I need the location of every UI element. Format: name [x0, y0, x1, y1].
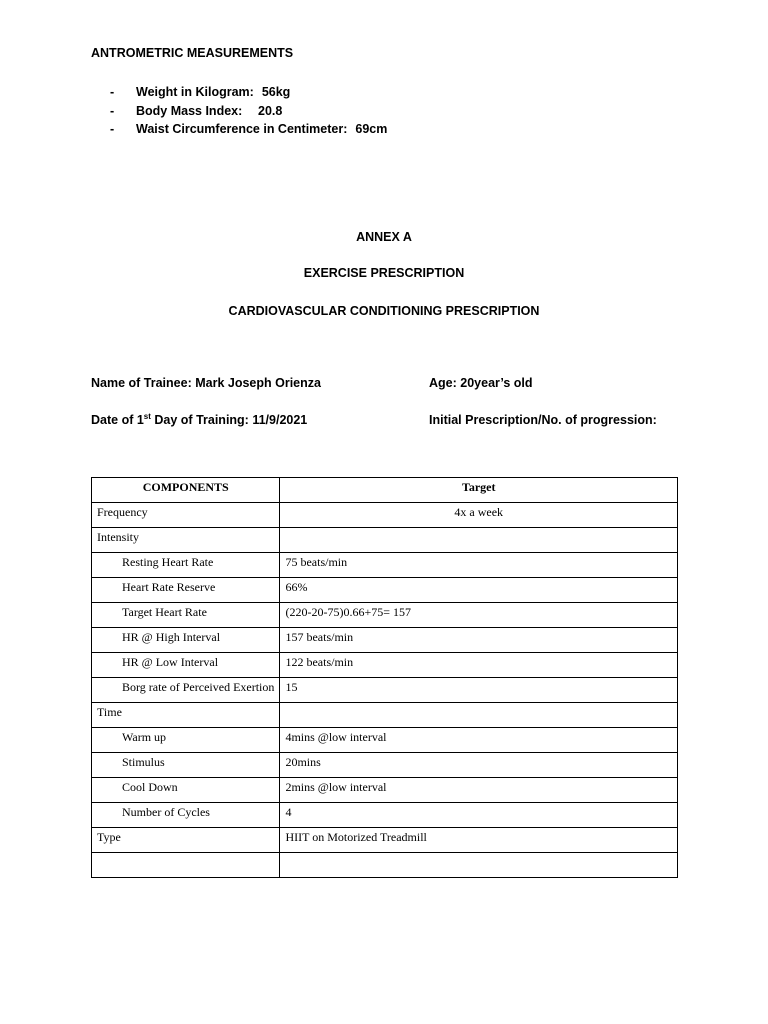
trainee-name-label: Name of Trainee:	[91, 376, 192, 390]
prescription-table	[91, 477, 678, 878]
component-cell: Stimulus	[92, 753, 280, 778]
target-cell: 75 beats/min	[280, 553, 678, 578]
bullet-dash: -	[110, 103, 115, 118]
table-row	[92, 853, 678, 878]
bullet-dash: -	[110, 122, 115, 136]
table-row	[92, 678, 678, 703]
table-row	[92, 503, 678, 528]
weight-value: 56kg	[261, 85, 291, 99]
target-cell: 66%	[280, 578, 678, 603]
section-title: CARDIOVASCULAR CONDITIONING PRESCRIPTION	[228, 304, 540, 318]
table-row	[92, 653, 678, 678]
target-cell	[280, 853, 678, 878]
date-label-prefix: Date of 1	[91, 413, 144, 427]
target-cell: (220-20-75)0.66+75= 157	[280, 603, 678, 628]
component-cell: Time	[92, 703, 280, 728]
component-cell: Borg rate of Perceived Exertion	[92, 678, 280, 703]
target-cell: 4x a week	[280, 503, 678, 528]
component-cell: Intensity	[92, 528, 280, 553]
table-row	[92, 828, 678, 853]
list-item	[110, 102, 387, 121]
trainee-name-value: Mark Joseph Orienza	[195, 376, 321, 390]
age-label: Age:	[429, 376, 457, 390]
target-header: Target	[280, 478, 678, 503]
component-cell: Number of Cycles	[92, 803, 280, 828]
prescription-title: EXERCISE PRESCRIPTION	[303, 266, 465, 280]
date-label-suffix: Day of Training:	[150, 413, 249, 427]
progression-label: Initial Prescription/No. of progression:	[429, 413, 657, 427]
component-cell: Warm up	[92, 728, 280, 753]
target-cell: 4	[280, 803, 678, 828]
weight-label: Weight in Kilogram:	[136, 85, 254, 99]
components-header: COMPONENTS	[92, 478, 280, 503]
component-cell: HR @ High Interval	[92, 628, 280, 653]
anthropometric-heading: ANTROMETRIC MEASUREMENTS	[91, 46, 294, 60]
target-cell: HIIT on Motorized Treadmill	[280, 828, 678, 853]
target-cell: 157 beats/min	[280, 628, 678, 653]
bmi-label: Body Mass Index:	[136, 103, 243, 118]
table-row	[92, 553, 678, 578]
component-cell: Cool Down	[92, 778, 280, 803]
table-row	[92, 728, 678, 753]
component-cell: Type	[92, 828, 280, 853]
bullet-dash: -	[110, 85, 115, 99]
target-cell	[280, 703, 678, 728]
target-cell: 122 beats/min	[280, 653, 678, 678]
target-cell: 4mins @low interval	[280, 728, 678, 753]
table-row	[92, 628, 678, 653]
trainee-name-line	[91, 376, 321, 390]
target-cell: 2mins @low interval	[280, 778, 678, 803]
component-cell: Resting Heart Rate	[92, 553, 280, 578]
table-row	[92, 753, 678, 778]
date-label-sup: st	[143, 411, 151, 421]
component-cell: HR @ Low Interval	[92, 653, 280, 678]
table-row	[92, 703, 678, 728]
list-item	[110, 83, 387, 102]
age-value: 20year’s old	[460, 376, 533, 390]
component-cell	[92, 853, 280, 878]
table-header-row	[92, 478, 678, 503]
annex-title: ANNEX A	[356, 230, 412, 244]
measurement-list	[110, 83, 387, 139]
target-cell	[280, 528, 678, 553]
target-cell: 20mins	[280, 753, 678, 778]
list-item	[110, 120, 387, 139]
table-row	[92, 578, 678, 603]
bmi-value: 20.8	[258, 103, 283, 118]
table-row	[92, 603, 678, 628]
table-row	[92, 778, 678, 803]
date-value: 11/9/2021	[252, 413, 308, 427]
waist-label: Waist Circumference in Centimeter:	[136, 122, 348, 136]
table-row	[92, 528, 678, 553]
waist-value: 69cm	[355, 122, 388, 136]
table-row	[92, 803, 678, 828]
component-cell: Frequency	[92, 503, 280, 528]
component-cell: Target Heart Rate	[92, 603, 280, 628]
training-date-line	[91, 413, 307, 427]
trainee-age-line	[429, 376, 533, 390]
table-body	[92, 503, 678, 878]
component-cell: Heart Rate Reserve	[92, 578, 280, 603]
target-cell: 15	[280, 678, 678, 703]
